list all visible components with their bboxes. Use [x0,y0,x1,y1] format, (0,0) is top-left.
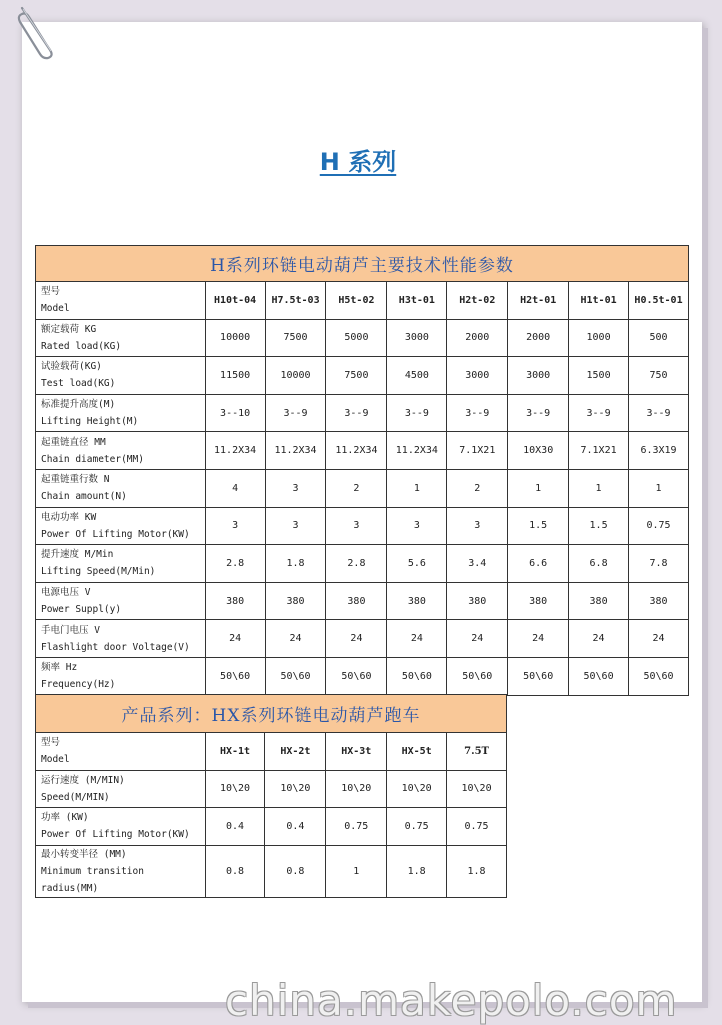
table-caption: 产品系列：HX系列环链电动葫芦跑车 [36,695,507,733]
row-label [36,432,206,470]
table-cell: 10\20 [447,770,507,808]
table-cell: 1500 [569,357,629,395]
table-cell: 3--9 [569,394,629,432]
model-header-cell: HX-3t [326,733,387,771]
table-cell: 2000 [447,319,508,357]
table-cell: 380 [569,582,629,620]
table-cell: 0.75 [629,507,689,545]
table-cell: 24 [205,620,265,658]
table-row [36,545,689,583]
table-row [36,582,689,620]
model-header-cell: H2t-01 [508,282,569,320]
row-label [36,469,206,507]
table-cell: 500 [629,319,689,357]
row-label-cn: 型号 [41,737,61,749]
table-cell: 2.8 [205,545,265,583]
table-cell: 1.8 [265,545,326,583]
table-cell: 50\60 [387,657,447,695]
table-cell: 7.1X21 [447,432,508,470]
table-cell: 50\60 [205,657,265,695]
table-cell: 3 [326,507,387,545]
model-header-cell: H3t-01 [387,282,447,320]
table-cell: 7.8 [629,545,689,583]
table-cell: 5000 [326,319,387,357]
table-cell: 11.2X34 [265,432,326,470]
row-label [36,282,206,320]
row-label [36,808,206,846]
row-label-cn: 型号 [41,286,61,298]
row-label [36,620,206,658]
hx-series-spec-table [35,694,507,898]
row-label [36,770,206,808]
row-label-cn: 手电门电压 V [41,624,100,636]
table-row [36,319,689,357]
table-cell: 0.4 [265,808,326,846]
table-cell: 0.4 [205,808,265,846]
model-header-row [36,282,689,320]
hx-series-table-body [36,695,507,898]
table-cell: 750 [629,357,689,395]
model-header-cell: HX-5t [387,733,447,771]
table-cell: 1 [629,469,689,507]
table-cell: 2 [447,469,508,507]
row-label [36,657,206,695]
row-label-cn: 提升速度 M/Min [41,549,114,561]
table-cell: 7500 [265,319,326,357]
table-cell: 3 [205,507,265,545]
row-label-cn: 最小转变半径 (MM) [41,848,127,860]
h-series-table-body [36,246,689,696]
table-cell: 24 [387,620,447,658]
model-header-cell: H7.5t-03 [265,282,326,320]
row-label-en: Lifting Speed(M/Min) [41,566,156,578]
table-cell: 1 [569,469,629,507]
table-cell: 10\20 [326,770,387,808]
table-cell: 3 [387,507,447,545]
row-label-en: Speed(M/MIN) [41,791,110,803]
table-cell: 7.1X21 [569,432,629,470]
watermark: china.makepolo.com [225,976,678,1025]
row-label-en: Rated load(KG) [41,340,122,352]
table-row [36,657,689,695]
table-row [36,845,507,897]
table-cell: 3--9 [387,394,447,432]
row-label-en: Model [41,303,70,315]
table-cell: 0.75 [326,808,387,846]
table-cell: 3 [265,507,326,545]
table-cell: 1 [326,845,387,897]
row-label-cn: 试验载荷(KG) [41,361,102,373]
table-cell: 50\60 [447,657,508,695]
model-header-row [36,733,507,771]
table-cell: 24 [265,620,326,658]
table-cell: 24 [569,620,629,658]
table-row [36,394,689,432]
table-cell: 6.6 [508,545,569,583]
row-label-en: Flashlight door Voltage(V) [41,641,190,653]
table-row [36,432,689,470]
row-label-cn: 功率 (KW) [41,812,89,824]
row-label-en: Power Of Lifting Motor(KW) [41,829,190,841]
table-cell: 50\60 [326,657,387,695]
table-cell: 5.6 [387,545,447,583]
model-header-cell: H1t-01 [569,282,629,320]
table-cell: 7500 [326,357,387,395]
h-series-spec-table [35,245,689,696]
row-label-en: Power Suppl(y) [41,604,122,616]
model-header-cell: H0.5t-01 [629,282,689,320]
table-cell: 3.4 [447,545,508,583]
table-row [36,507,689,545]
row-label-en: Test load(KG) [41,378,116,390]
table-cell: 0.8 [205,845,265,897]
table-cell: 2 [326,469,387,507]
table-row [36,620,689,658]
table-cell: 1.8 [387,845,447,897]
row-label [36,507,206,545]
row-label-cn: 起重链直径 MM [41,436,106,448]
table-cell: 10\20 [387,770,447,808]
table-cell: 11500 [205,357,265,395]
table-cell: 1.5 [508,507,569,545]
table-cell: 380 [205,582,265,620]
table-cell: 11.2X34 [326,432,387,470]
table-cell: 50\60 [265,657,326,695]
table-cell: 380 [508,582,569,620]
table-cell: 3--9 [447,394,508,432]
table-cell: 3000 [447,357,508,395]
row-label-cn: 运行速度 (M/MIN) [41,774,125,786]
row-label-cn: 电源电压 V [41,587,91,599]
table-cell: 11.2X34 [387,432,447,470]
table-cell: 0.75 [447,808,507,846]
row-label [36,733,206,771]
row-label-en: Model [41,754,70,766]
table-cell: 6.3X19 [629,432,689,470]
row-label-cn: 电动功率 KW [41,511,97,523]
table-cell: 3--10 [205,394,265,432]
table-cell: 3000 [508,357,569,395]
table-cell: 380 [447,582,508,620]
table-cell: 1.8 [447,845,507,897]
row-label-en: Frequency(Hz) [41,679,116,691]
table-caption: H系列环链电动葫芦主要技术性能参数 [36,246,689,282]
row-label-cn: 标准提升高度(M) [41,399,116,411]
model-header-cell: HX-1t [205,733,265,771]
table-cell: 3--9 [508,394,569,432]
model-header-cell: 7.5T [447,733,507,771]
row-label-en: Power Of Lifting Motor(KW) [41,528,190,540]
table-caption-row [36,695,507,733]
table-cell: 6.8 [569,545,629,583]
table-cell: 3--9 [629,394,689,432]
table-cell: 3--9 [265,394,326,432]
model-header-cell: H5t-02 [326,282,387,320]
row-label-cn: 起重链重行数 N [41,474,110,486]
table-cell: 1 [387,469,447,507]
table-cell: 0.8 [265,845,326,897]
row-label [36,319,206,357]
table-row [36,808,507,846]
row-label-cn: 额定载荷 KG [41,323,97,335]
table-cell: 11.2X34 [205,432,265,470]
table-cell: 10000 [265,357,326,395]
row-label-en: Chain diameter(MM) [41,453,144,465]
table-row [36,770,507,808]
row-label-en: Minimum transition radius(MM) [41,865,144,894]
table-row [36,357,689,395]
table-cell: 2000 [508,319,569,357]
table-cell: 4 [205,469,265,507]
table-cell: 24 [447,620,508,658]
table-cell: 24 [326,620,387,658]
row-label [36,582,206,620]
table-cell: 50\60 [629,657,689,695]
table-caption-row [36,246,689,282]
table-cell: 380 [265,582,326,620]
row-label [36,845,206,897]
table-cell: 24 [508,620,569,658]
table-cell: 380 [387,582,447,620]
table-cell: 1.5 [569,507,629,545]
table-cell: 50\60 [569,657,629,695]
table-cell: 4500 [387,357,447,395]
table-cell: 3 [265,469,326,507]
table-cell: 3 [447,507,508,545]
table-cell: 1000 [569,319,629,357]
paperclip-icon [14,4,58,60]
table-row [36,469,689,507]
model-header-cell: H10t-04 [205,282,265,320]
row-label [36,357,206,395]
table-cell: 1 [508,469,569,507]
table-cell: 3000 [387,319,447,357]
table-cell: 2.8 [326,545,387,583]
row-label [36,545,206,583]
table-cell: 380 [326,582,387,620]
model-header-cell: HX-2t [265,733,326,771]
row-label [36,394,206,432]
table-cell: 380 [629,582,689,620]
table-cell: 50\60 [508,657,569,695]
row-label-cn: 频率 Hz [41,662,78,674]
model-header-cell: H2t-02 [447,282,508,320]
table-cell: 0.75 [387,808,447,846]
table-cell: 10\20 [205,770,265,808]
table-cell: 10000 [205,319,265,357]
row-label-en: Chain amount(N) [41,491,127,503]
table-cell: 10X30 [508,432,569,470]
table-cell: 3--9 [326,394,387,432]
row-label-en: Lifting Height(M) [41,416,139,428]
table-cell: 24 [629,620,689,658]
table-cell: 10\20 [265,770,326,808]
page-title: H 系列 [319,148,397,176]
